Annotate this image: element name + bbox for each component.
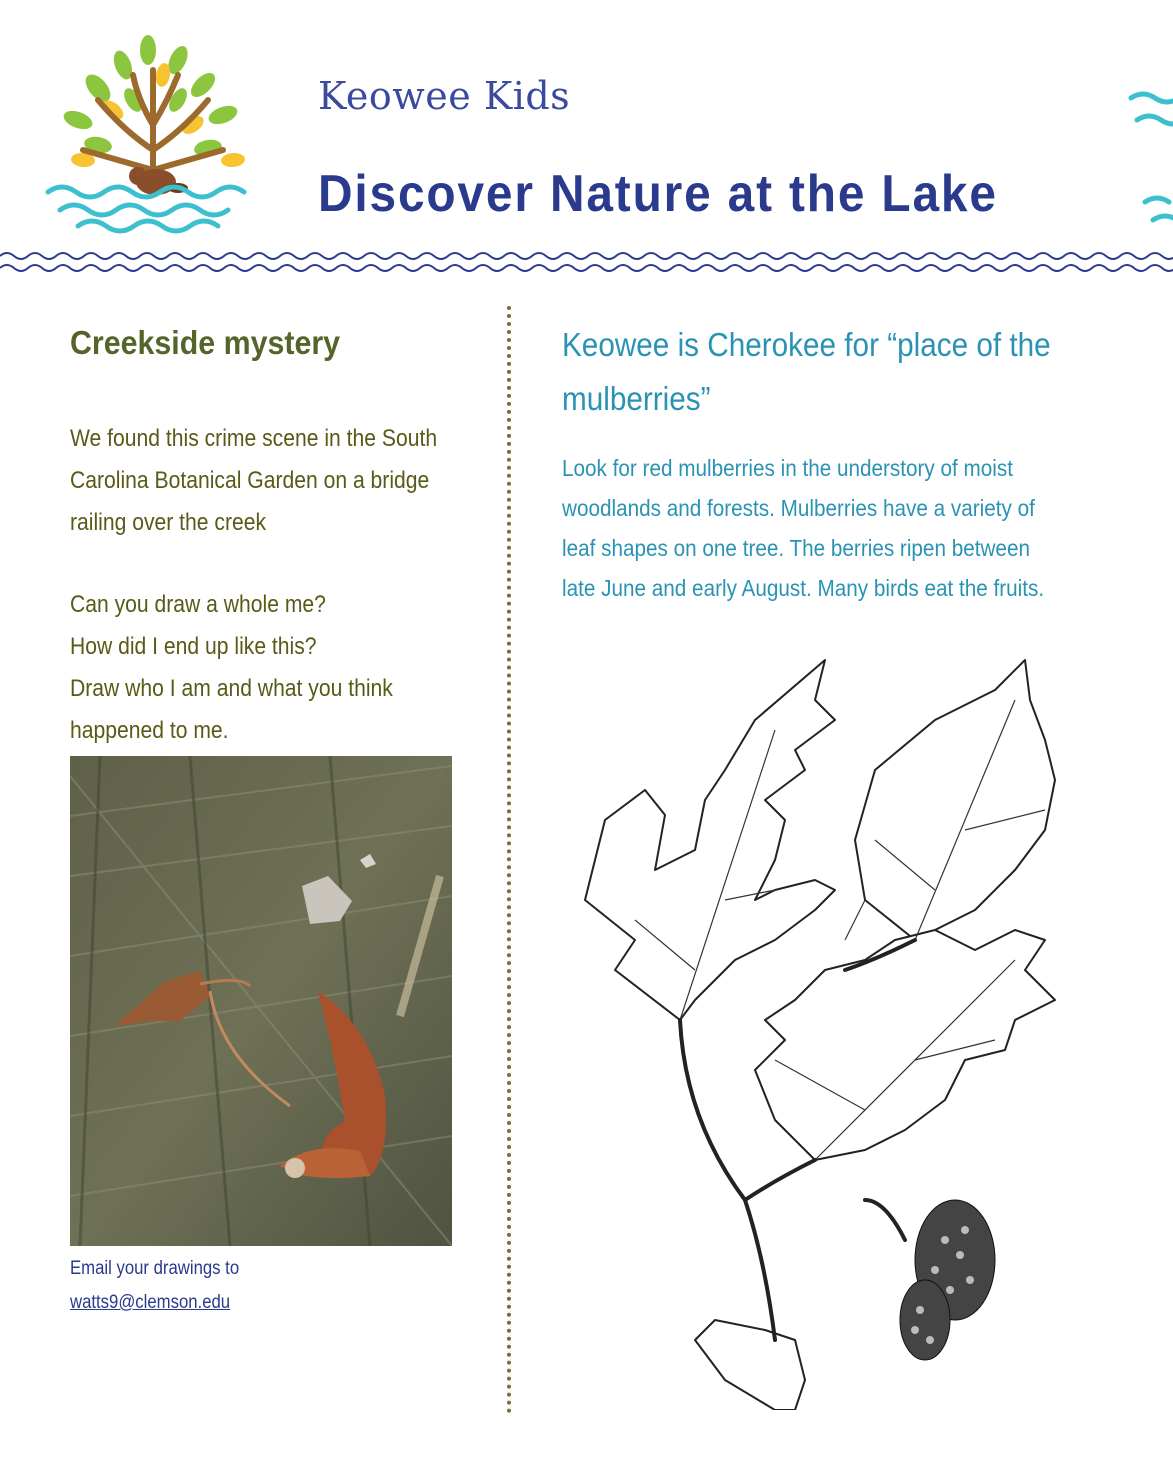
section-heading-creekside: Creekside mystery xyxy=(70,324,341,361)
crayfish-remains-photo xyxy=(70,756,452,1246)
prompt-line: How did I end up like this? xyxy=(70,633,317,660)
body-line: late June and early August. Many birds eat the fruits. xyxy=(562,575,1045,601)
keowee-kids-logo xyxy=(38,30,268,240)
body-line: leaf shapes on one tree. The berries ripen between xyxy=(562,535,1030,561)
column-divider xyxy=(507,306,511,1414)
body-line: woodlands and forests. Mulberries have a variety of xyxy=(562,495,1035,521)
corner-wave-decoration xyxy=(1123,80,1173,240)
intro-line: We found this crime scene in the South xyxy=(70,425,438,452)
email-link[interactable]: watts9@clemson.edu xyxy=(70,1292,231,1313)
prompt-line: Draw who I am and what you think xyxy=(70,675,393,702)
intro-line: railing over the creek xyxy=(70,509,267,536)
header-wave-divider xyxy=(0,248,1173,276)
prompt-line: happened to me. xyxy=(70,717,229,744)
mulberry-branch-illustration xyxy=(575,640,1095,1410)
email-label: Email your drawings to xyxy=(70,1258,240,1279)
prompt-line: Can you draw a whole me? xyxy=(70,591,326,618)
intro-line: Carolina Botanical Garden on a bridge xyxy=(70,467,430,494)
page-title: Discover Nature at the Lake xyxy=(318,165,998,223)
section-heading-keowee: Keowee is Cherokee for “place of the mulberries” xyxy=(562,326,1051,417)
body-line: Look for red mulberries in the understory of moist xyxy=(562,455,1014,481)
series-title: Keowee Kids xyxy=(318,74,571,118)
